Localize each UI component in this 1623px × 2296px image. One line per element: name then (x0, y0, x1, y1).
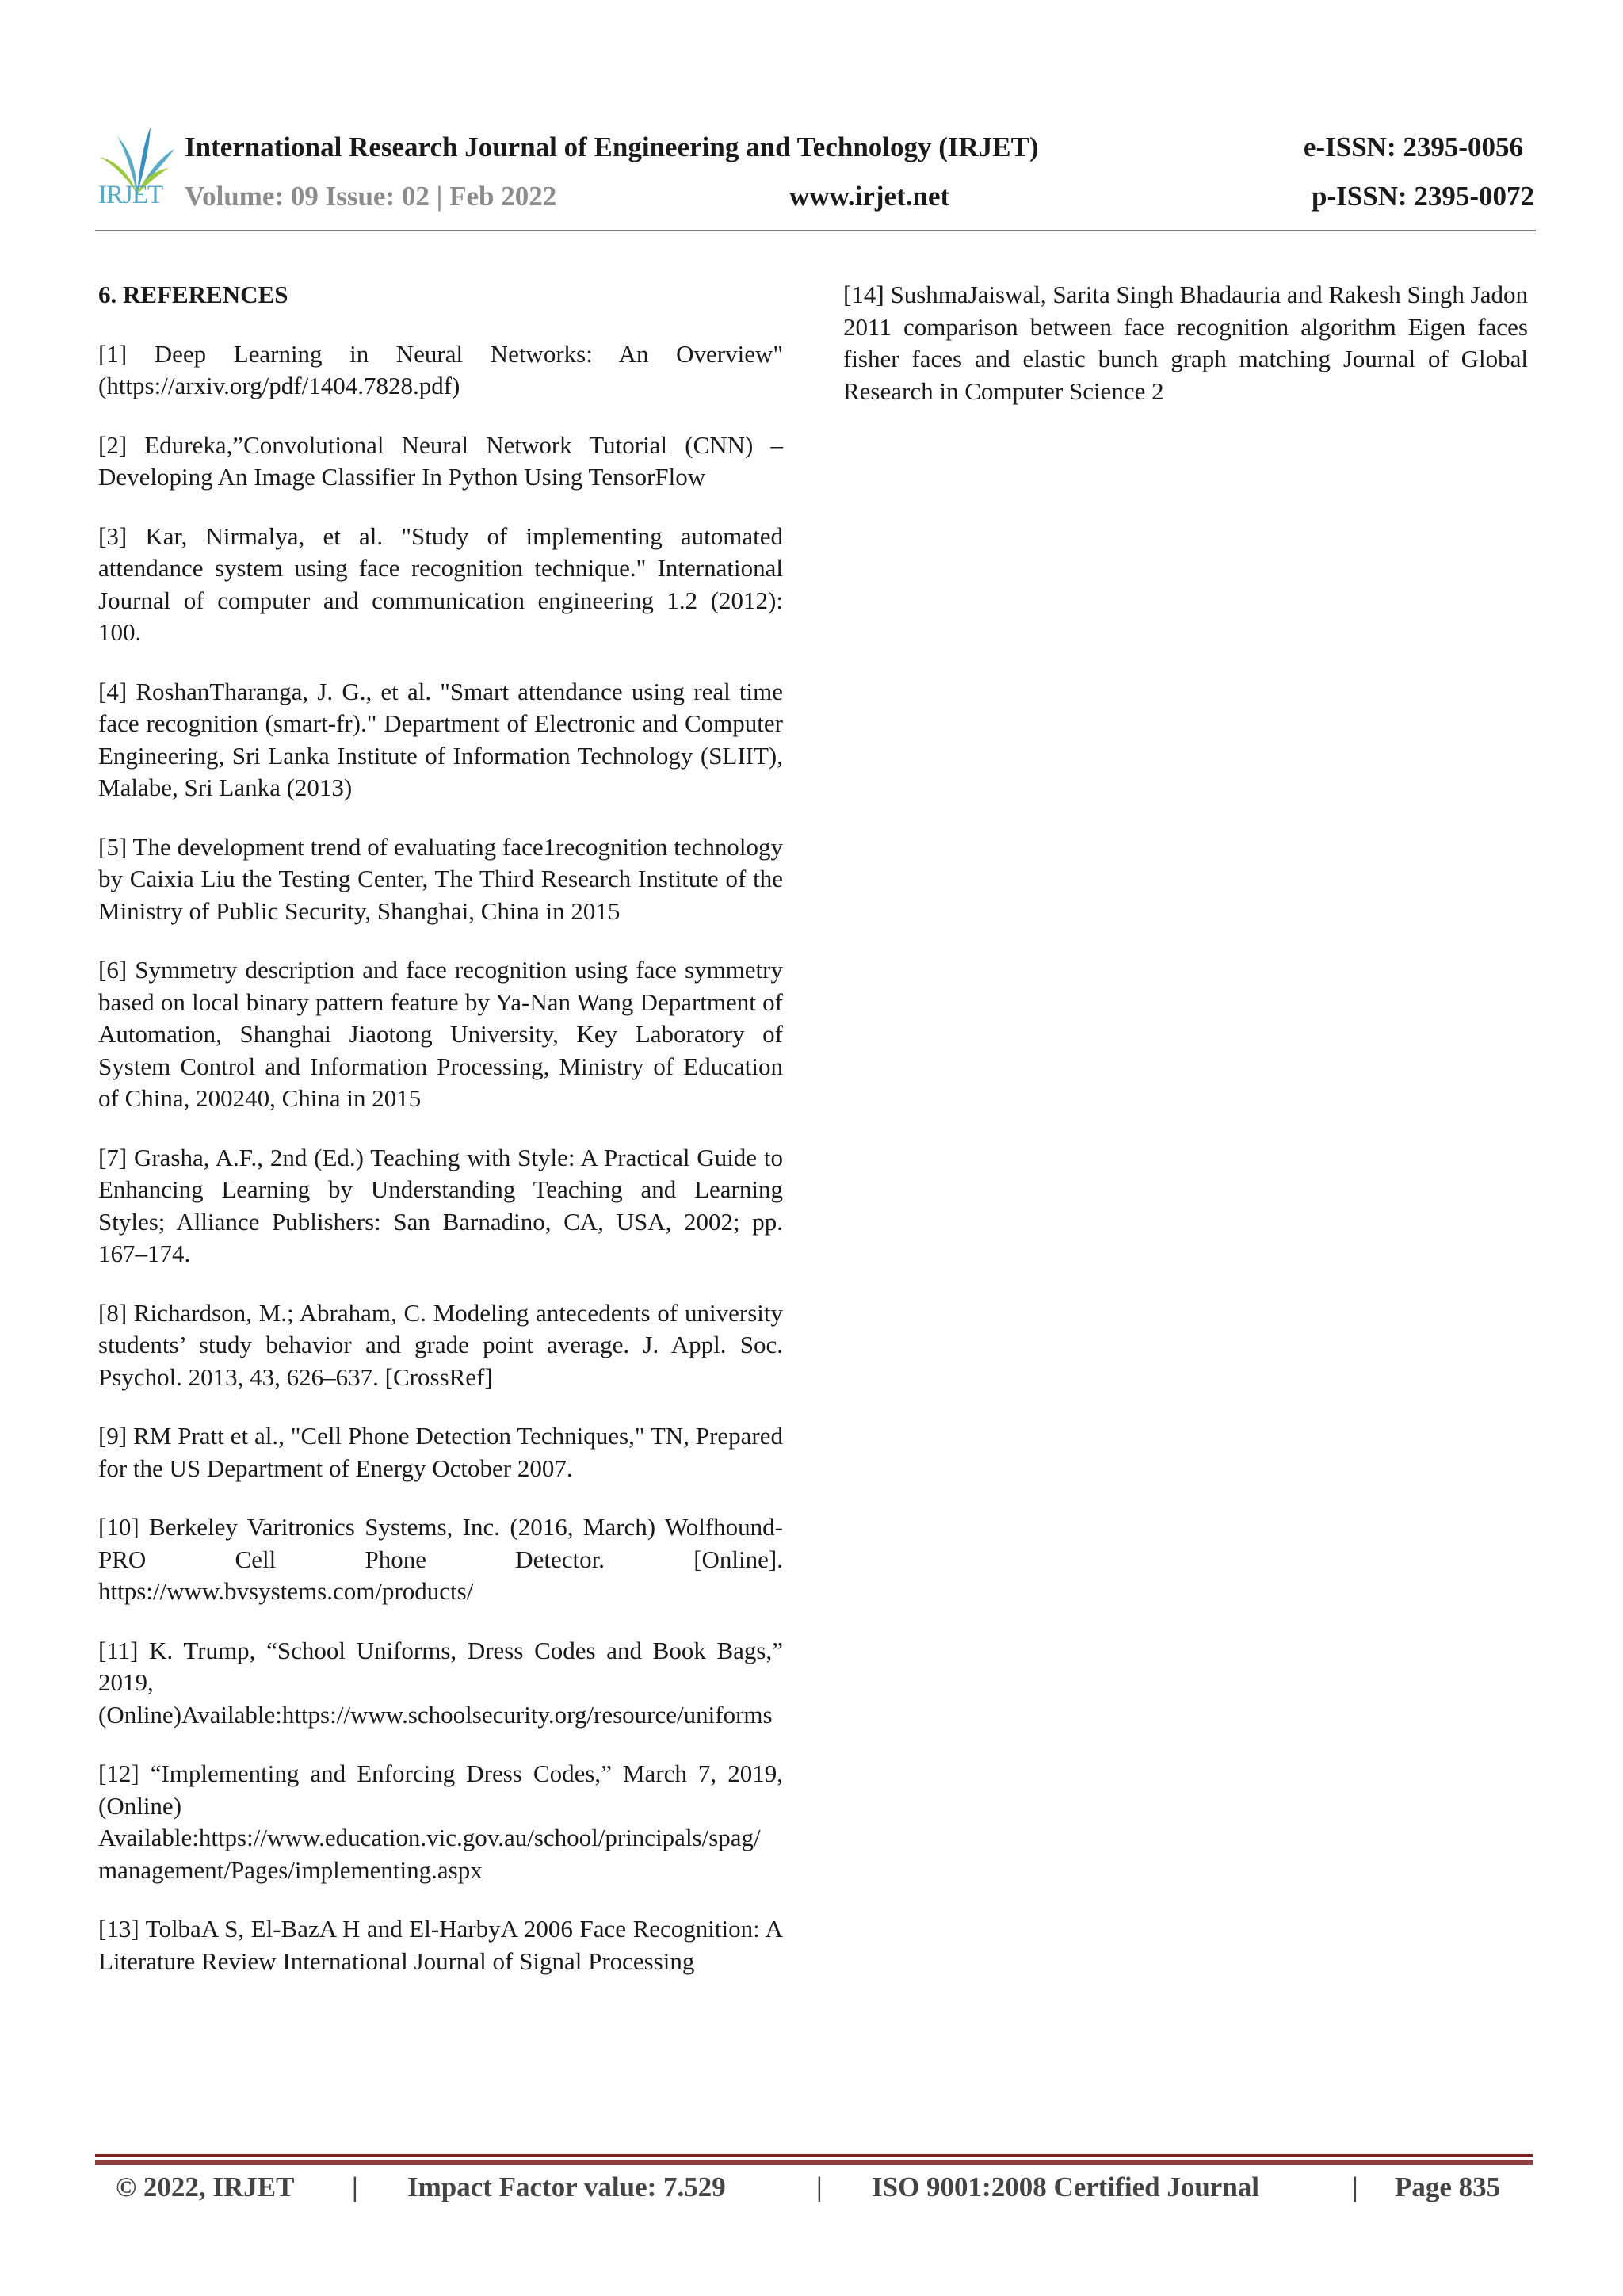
reference-item: [7] Grasha, A.F., 2nd (Ed.) Teaching with Style: A Practical Guide to Enhancing Learning by Understanding Teaching and Learning Styles; Alliance Publishers: San Barnadino, CA, USA, 2002; pp. 167–174. (98, 1143, 783, 1267)
e-issn: e-ISSN: 2395-0056 (1303, 132, 1523, 162)
reference-item: [5] The development trend of evaluating face1recognition technology by Caixia Liu the Testing Center, The Third Research Institute of the Ministry of Public Security, Shanghai, China in 2015 (98, 832, 783, 925)
page-footer (0, 2172, 1623, 2211)
footer-separator: | (816, 2172, 823, 2202)
reference-item: [14] SushmaJaiswal, Sarita Singh Bhadauria and Rakesh Singh Jadon 2011 comparison between face recognition algorithm Eigen faces fisher faces and elastic bunch graph matching Journal of Global Research in Computer Science 2 (843, 281, 1528, 405)
header-divider (95, 230, 1536, 231)
reference-item: [9] RM Pratt et al., "Cell Phone Detection Techniques," TN, Prepared for the US Department of Energy October 2007. (98, 1422, 783, 1482)
footer-iso: ISO 9001:2008 Certified Journal (872, 2172, 1260, 2202)
reference-item: [2] Edureka,”Convolutional Neural Network Tutorial (CNN) – Developing An Image Classifier In Python Using TensorFlow (98, 430, 783, 491)
reference-item: [11] K. Trump, “School Uniforms, Dress Codes and Book Bags,” 2019, (Online)Available:https://www.schoolsecurity.org/resource/uniforms (98, 1636, 783, 1729)
right-column (843, 279, 1528, 434)
footer-separator: | (1352, 2172, 1358, 2202)
footer-divider-bottom (95, 2160, 1533, 2165)
reference-item: [13] TolbaA S, El-BazA H and El-HarbyA 2006 Face Recognition: A Literature Review International Journal of Signal Processing (98, 1915, 783, 1975)
journal-name: International Research Journal of Engineering and Technology (IRJET) (185, 132, 1039, 162)
reference-item: [4] RoshanTharanga, J. G., et al. "Smart attendance using real time face recognition (smart-fr)." Department of Electronic and Computer Engineering, Sri Lanka Institute of Information Technology (SLIIT), Malabe, Sri Lanka (2013) (98, 677, 783, 801)
reference-item: [8] Richardson, M.; Abraham, C. Modeling antecedents of university students’ study behavior and grade point average. J. Appl. Soc. Psychol. 2013, 43, 626–637. [CrossRef] (98, 1298, 783, 1391)
footer-separator: | (352, 2172, 358, 2202)
p-issn: p-ISSN: 2395-0072 (1311, 181, 1534, 212)
logo-text: IRJET (98, 181, 163, 209)
footer-divider-top (95, 2154, 1533, 2157)
footer-page-number: Page 835 (1395, 2172, 1501, 2202)
reference-item: [3] Kar, Nirmalya, et al. "Study of implementing automated attendance system using face recognition technique." International Journal of computer and communication engineering 1.2 (2012): 100. (98, 521, 783, 646)
section-title: 6. REFERENCES (98, 281, 288, 308)
reference-item: [6] Symmetry description and face recognition using face symmetry based on local binary pattern feature by Ya-Nan Wang Department of Automation, Shanghai Jiaotong University, Key Laboratory of System Control and Information Processing, Ministry of Education of China, 200240, China in 2015 (98, 956, 783, 1112)
footer-impact-factor: Impact Factor value: 7.529 (407, 2172, 726, 2202)
volume-issue: Volume: 09 Issue: 02 | Feb 2022 (185, 181, 557, 212)
website-link[interactable]: www.irjet.net (789, 181, 950, 212)
reference-item: [1] Deep Learning in Neural Networks: An Overview" (https://arxiv.org/pdf/1404.7828.pdf) (98, 339, 783, 399)
reference-item: [10] Berkeley Varitronics Systems, Inc. (2016, March) Wolfhound-PRO Cell Phone Detector. [Online]. https://www.bvsystems.com/products/ (98, 1513, 783, 1605)
page-header (0, 0, 1623, 238)
footer-copyright: © 2022, IRJET (116, 2172, 295, 2202)
reference-item: [12] “Implementing and Enforcing Dress Codes,” March 7, 2019, (Online) Available:https://www.education.vic.gov.au/school/principals/spag/ management/Pages/implementing.aspx (98, 1759, 783, 1884)
left-column (98, 279, 783, 2004)
